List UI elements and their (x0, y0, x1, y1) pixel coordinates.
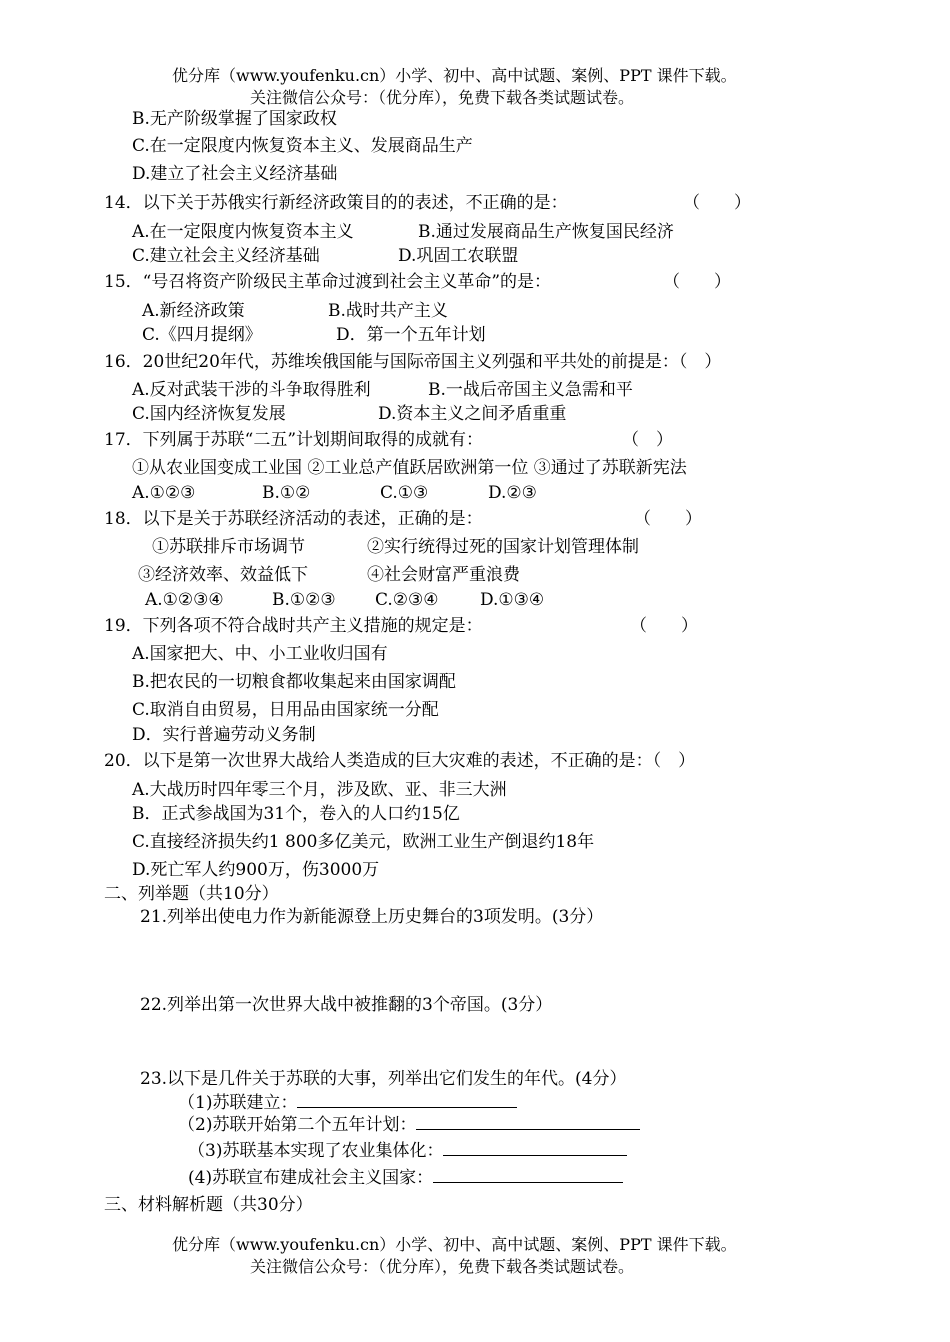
q17-option-c: C.①③ (380, 483, 429, 503)
q23-item-3-label: （3)苏联基本实现了农业集体化： (188, 1141, 444, 1161)
q15-option-c: C.《四月提纲》 (142, 325, 262, 345)
q14-answer-paren: （ ） (683, 193, 751, 213)
q18-option-b: B.①②③ (272, 590, 336, 610)
q19-option-d: D．实行普遍劳动义务制 (132, 725, 316, 745)
q18-option-d: D.①③④ (480, 590, 545, 610)
q23-answer-blank-3[interactable] (443, 1139, 627, 1156)
q17-answer-paren: （ ） (622, 430, 673, 450)
section-2-title: 二、列举题（共10分） (104, 884, 279, 904)
q18-item-1: ①苏联排斥市场调节 (152, 537, 305, 557)
q14-option-b: B.通过发展商品生产恢复国民经济 (418, 222, 674, 242)
q23-item-1-label: （1)苏联建立： (178, 1093, 298, 1113)
q18-option-a: A.①②③④ (145, 590, 224, 610)
q19-answer-paren: （ ） (630, 616, 698, 636)
q16-option-d: D.资本主义之间矛盾重重 (378, 404, 567, 424)
q20-option-b: B．正式参战国为31个，卷入的人口约15亿 (132, 804, 460, 824)
q13-option-b: B.无产阶级掌握了国家政权 (132, 109, 337, 129)
q23-stem: 23.以下是几件关于苏联的大事，列举出它们发生的年代。(4分） (140, 1069, 627, 1089)
q15-option-b: B.战时共产主义 (328, 301, 448, 321)
q20-option-c: C.直接经济损失约1 800多亿美元，欧洲工业生产倒退约18年 (132, 832, 595, 852)
q18-option-c: C.②③④ (375, 590, 439, 610)
q17-items: ①从农业国变成工业国 ②工业总产值跃居欧洲第一位 ③通过了苏联新宪法 (132, 458, 687, 478)
q18-item-3: ③经济效率、效益低下 (138, 565, 308, 585)
q18-item-4: ④社会财富严重浪费 (367, 565, 520, 585)
q14-option-a: A.在一定限度内恢复资本主义 (132, 222, 354, 242)
q13-option-c: C.在一定限度内恢复资本主义、发展商品生产 (132, 136, 473, 156)
q20-option-d: D.死亡军人约900万，伤3000万 (132, 860, 380, 880)
q23-item-2-label: （2)苏联开始第二个五年计划： (178, 1115, 417, 1135)
section-3-title: 三、材料解析题（共30分） (104, 1195, 313, 1215)
q23-item-4-label: (4)苏联宣布建成社会主义国家： (188, 1168, 434, 1188)
q14-option-c: C.建立社会主义经济基础 (132, 246, 320, 266)
q17-option-a: A.①②③ (132, 483, 196, 503)
q17-option-b: B.①② (262, 483, 311, 503)
q17-option-d: D.②③ (488, 483, 537, 503)
q23-item-2 (178, 1113, 640, 1136)
q15-option-d: D．第一个五年计划 (336, 325, 486, 345)
q16-option-b: B.一战后帝国主义急需和平 (428, 380, 633, 400)
q18-stem: 18．以下是关于苏联经济活动的表述，正确的是： (104, 509, 483, 529)
q18-item-2: ②实行统得过死的国家计划管理体制 (367, 537, 639, 557)
q16-option-a: A.反对武装干涉的斗争取得胜利 (132, 380, 371, 400)
q23-answer-blank-2[interactable] (416, 1113, 640, 1130)
q20-option-a: A.大战历时四年零三个月，涉及欧、亚、非三大洲 (132, 780, 507, 800)
q16-stem: 16．20世纪20年代，苏维埃俄国能与国际帝国主义列强和平共处的前提是：（ ） (104, 352, 722, 372)
footer-line-1: 优分库（www.youfenku.cn）小学、初中、高中试题、案例、PPT 课件下载。 (172, 1235, 737, 1254)
q19-option-b: B.把农民的一切粮食都收集起来由国家调配 (132, 672, 456, 692)
q23-answer-blank-4[interactable] (433, 1166, 623, 1183)
q15-stem: 15．“号召将资产阶级民主革命过渡到社会主义革命”的是： (104, 272, 552, 292)
q23-item-4 (188, 1166, 623, 1189)
q19-option-a: A.国家把大、中、小工业收归国有 (132, 644, 388, 664)
q17-stem: 17．下列属于苏联“二五”计划期间取得的成就有： (104, 430, 484, 450)
q19-stem: 19．下列各项不符合战时共产主义措施的规定是： (104, 616, 483, 636)
q23-answer-blank-1[interactable] (297, 1091, 517, 1108)
q19-option-c: C.取消自由贸易，日用品由国家统一分配 (132, 700, 439, 720)
q22-stem: 22.列举出第一次世界大战中被推翻的3个帝国。(3分） (140, 995, 553, 1015)
header-line-2: 关注微信公众号：（优分库），免费下载各类试题试卷。 (250, 88, 635, 107)
q15-option-a: A.新经济政策 (142, 301, 245, 321)
q18-answer-paren: （ ） (634, 509, 702, 529)
q16-option-c: C.国内经济恢复发展 (132, 404, 286, 424)
q23-item-1 (178, 1091, 517, 1114)
q23-item-3 (188, 1139, 627, 1162)
q13-option-d: D.建立了社会主义经济基础 (132, 164, 338, 184)
header-line-1: 优分库（www.youfenku.cn）小学、初中、高中试题、案例、PPT 课件下载。 (172, 66, 737, 85)
q15-answer-paren: （ ） (663, 272, 731, 292)
q21-stem: 21.列举出使电力作为新能源登上历史舞台的3项发明。(3分） (140, 907, 604, 927)
q14-stem: 14．以下关于苏俄实行新经济政策目的的表述，不正确的是： (104, 193, 568, 213)
footer-line-2: 关注微信公众号：（优分库），免费下载各类试题试卷。 (250, 1257, 635, 1276)
q20-stem: 20．以下是第一次世界大战给人类造成的巨大灾难的表述，不正确的是：（ ） (104, 751, 696, 771)
q14-option-d: D.巩固工农联盟 (398, 246, 519, 266)
